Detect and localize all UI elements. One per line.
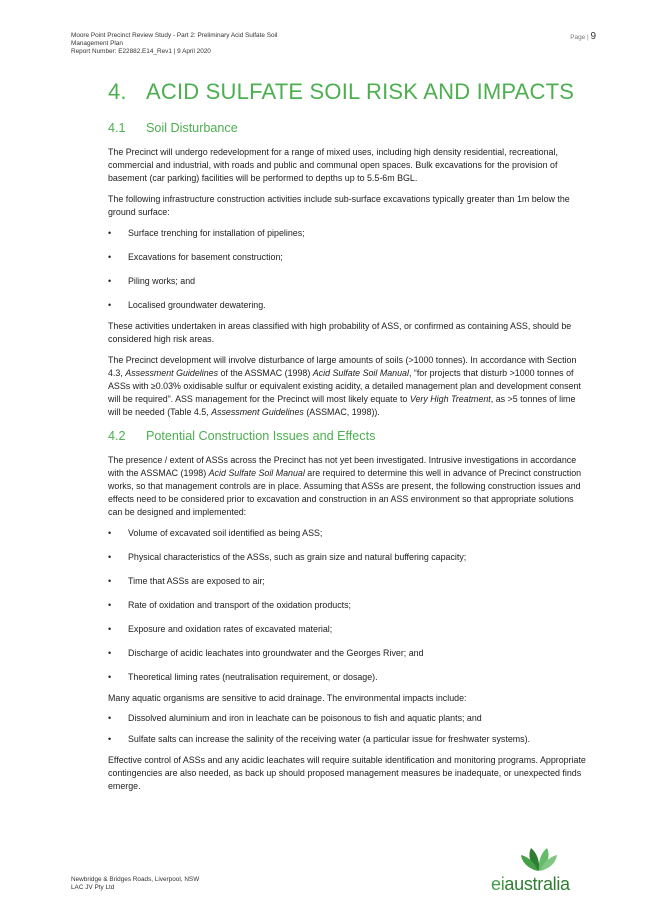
header-line-2: Management Plan xyxy=(71,40,123,48)
subsection-title: Soil Disturbance xyxy=(146,121,238,135)
list-item: • Volume of excavated soil identified as being ASS; xyxy=(108,527,590,540)
footer-line-2: LAC JV Pty Ltd xyxy=(71,884,115,892)
italic-reference: Assessment Guidelines xyxy=(125,368,219,378)
list-item: • Excavations for basement construction; xyxy=(108,251,590,264)
section-title: ACID SULFATE SOIL RISK AND IMPACTS xyxy=(146,79,575,104)
list-item: • Discharge of acidic leachates into groundwater and the Georges River; and xyxy=(108,647,590,660)
page-number xyxy=(570,31,596,42)
list-item: • Exposure and oxidation rates of excavated material; xyxy=(108,623,590,636)
report-header xyxy=(71,32,371,57)
subsection-heading-4-2 xyxy=(108,429,590,443)
logo-wordmark xyxy=(491,874,570,895)
list-item: • Sulfate salts can increase the salinity of the receiving water (a particular issue for freshwater systems). xyxy=(108,733,590,746)
list-item: • Dissolved aluminium and iron in leachate can be poisonous to fish and aquatic plants; and xyxy=(108,712,590,725)
subsection-heading-4-1 xyxy=(108,121,590,135)
list-item: • Theoretical liming rates (neutralisation requirement, or dosage). xyxy=(108,671,590,684)
text-run: , as >5 tonnes of lime will be needed (Table 4.5, xyxy=(108,394,576,417)
header-line-3: Report Number: E22882.E14_Rev1 | 9 April 2020 xyxy=(71,48,211,56)
italic-reference: Acid Sulfate Soil Manual xyxy=(208,468,305,478)
paragraph: The following infrastructure construction activities include sub-surface excavations typically greater than 1m below the ground surface: xyxy=(108,194,570,217)
text-run: (ASSMAC, 1998)). xyxy=(303,407,380,417)
excavation-activities-list xyxy=(108,227,590,312)
logo-suffix: australia xyxy=(504,874,570,894)
list-item: • Physical characteristics of the ASSs, such as grain size and natural buffering capacity; xyxy=(108,551,590,564)
list-item: • Rate of oxidation and transport of the oxidation products; xyxy=(108,599,590,612)
text-run: The presence / extent of ASSs across the Precinct has not yet been investigated. Intrusive investigations in accordance with the ASSMAC (1998) xyxy=(108,455,577,478)
report-footer xyxy=(71,876,199,892)
company-logo xyxy=(491,845,595,895)
text-run: are required to determine this well in advance of Precinct construction works, so that management controls are in place. Assuming that ASSs are present, the following construction issues and effects need to be considered prior to excavation and construction in an ASS environment so that appropriate solutions can be designed and implemented: xyxy=(108,468,582,517)
page-number-value: 9 xyxy=(590,31,596,42)
italic-reference: Assessment Guidelines xyxy=(211,407,304,417)
environmental-impacts-list xyxy=(108,712,590,746)
text-run: The Precinct development will involve disturbance of large amounts of soils (>1000 tonnes). In accordance with Section 4.3, xyxy=(108,355,577,378)
subsection-number: 4.2 xyxy=(108,429,126,443)
subsection-title: Potential Construction Issues and Effects xyxy=(146,429,376,443)
subsection-number: 4.1 xyxy=(108,121,126,135)
logo-prefix: ei xyxy=(491,874,505,894)
italic-reference: Acid Sulfate Soil Manual xyxy=(312,368,409,378)
list-item: • Surface trenching for installation of pipelines; xyxy=(108,227,590,240)
list-item: • Localised groundwater dewatering. xyxy=(108,299,590,312)
page-label: Page | xyxy=(570,34,589,41)
paragraph: These activities undertaken in areas classified with high probability of ASS, or confirmed as containing ASS, should be considered high risk areas. xyxy=(108,321,572,344)
header-line-1: Moore Point Precinct Review Study - Part 2: Preliminary Acid Sulfate Soil xyxy=(71,32,278,39)
paragraph: The Precinct will undergo redevelopment for a range of mixed uses, including high density residential, recreational, commercial and industrial, with roads and public and communal open spaces. Bulk excavations for the provision of basement (car parking) facilities will be performed to depths up to 5.5-6m BGL. xyxy=(108,147,558,183)
list-item: • Piling works; and xyxy=(108,275,590,288)
page-content xyxy=(108,79,590,793)
text-run: of the ASSMAC (1998) xyxy=(218,368,313,378)
list-item: • Time that ASSs are exposed to air; xyxy=(108,575,590,588)
footer-line-1: Newbridge & Bridges Roads, Liverpool, NSW xyxy=(71,876,200,883)
text-run: , “for projects that disturb >1000 tonnes of ASSs with ≥0.03% oxidisable sulfur or equivalent existing acidity, a detailed management plan and development consent will be required”. ASS management for the Precinct will most likely equate to xyxy=(108,368,581,404)
paragraph: Many aquatic organisms are sensitive to acid drainage. The environmental impacts include: xyxy=(108,693,467,703)
paragraph xyxy=(108,454,590,519)
paragraph xyxy=(108,354,590,419)
section-number: 4. xyxy=(108,79,127,104)
leaf-logo-icon xyxy=(519,845,559,873)
italic-reference: Very High Treatment xyxy=(409,394,491,404)
section-heading xyxy=(108,79,590,105)
paragraph: Effective control of ASSs and any acidic leachates will require suitable identification and monitoring programs. Appropriate contingencies are also needed, as back up should proposed management measures be inadequate, or unexpected finds emerge. xyxy=(108,755,586,791)
construction-issues-list xyxy=(108,527,590,684)
